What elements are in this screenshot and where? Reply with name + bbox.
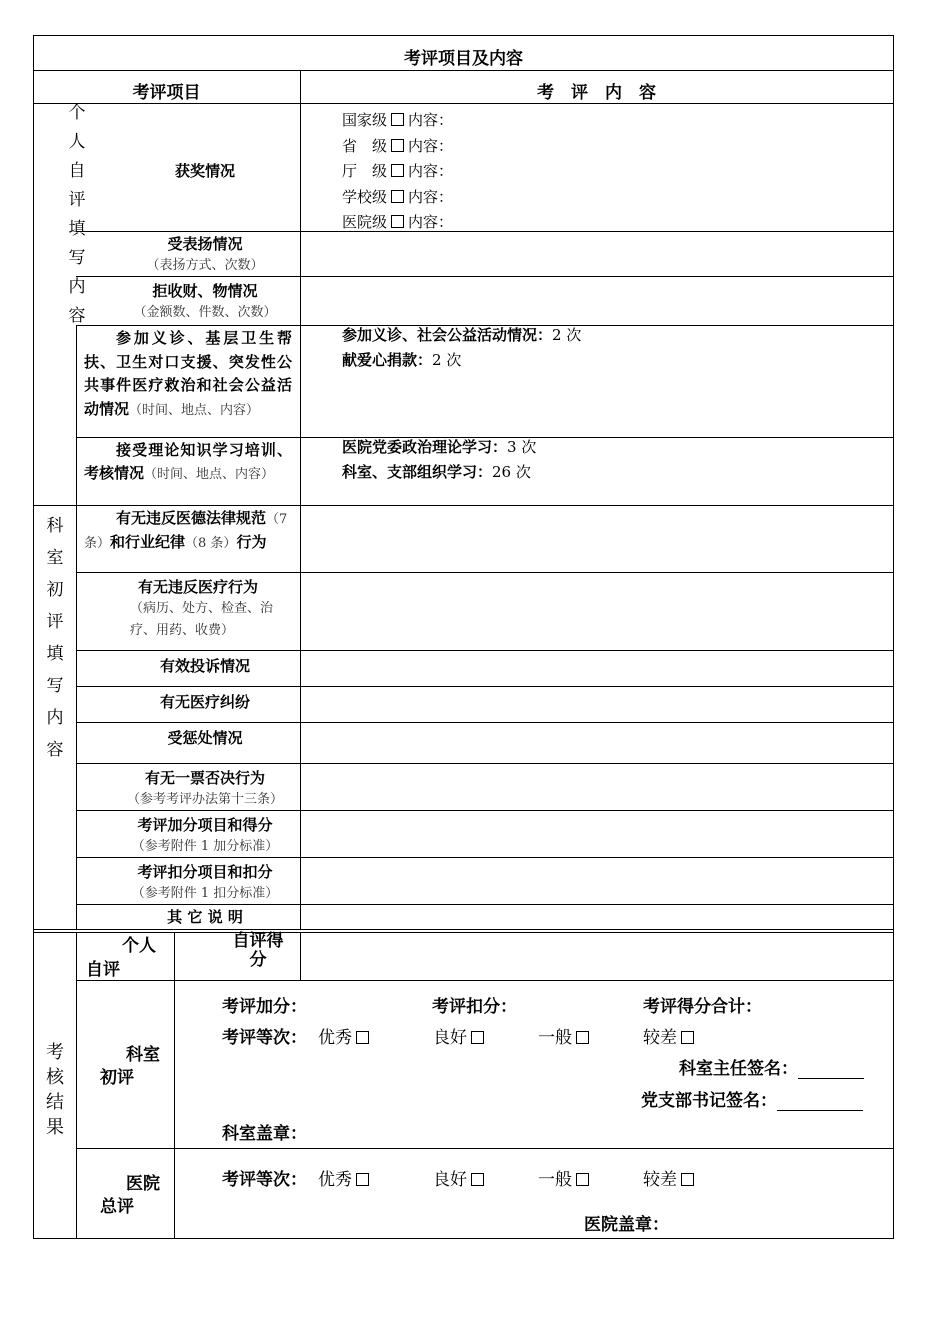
section3-label: 考核结果 — [46, 1042, 64, 1138]
row-line — [76, 722, 894, 723]
deduct-score-label: 考评扣分： — [432, 997, 517, 1017]
grade-checkbox[interactable] — [356, 1173, 369, 1186]
bonus-cell: 考评加分项目和得分 （参考附件 1 加分标准） — [131, 816, 279, 854]
dept-grade-row: 考评等次： 优秀 良好 一般 较差 — [222, 1023, 882, 1048]
award-line-province: 省 级 内容： — [342, 136, 454, 155]
self-score-label: 自评得分 — [232, 931, 284, 970]
grade-checkbox[interactable] — [576, 1031, 589, 1044]
award-line-hospital: 医院级 内容： — [342, 213, 454, 231]
complaint-label: 有效投诉情况 — [159, 657, 250, 675]
row-line — [76, 763, 894, 764]
header-divider — [33, 103, 894, 104]
secretary-sign: 党支部书记签名： — [641, 1086, 863, 1111]
section3-top-2 — [33, 932, 894, 933]
section1-label: 个人自评填写内容 — [68, 103, 86, 326]
checkbox[interactable] — [391, 139, 404, 152]
dept-seal-label: 科室盖章： — [222, 1124, 307, 1144]
hospital-eval-label: 医院总评 — [100, 1174, 160, 1217]
volunteer-label: 参加义诊、基层卫生帮扶、卫生对口支援、突发性公共事件医疗救治和社会公益活动情况（时间、地点、内容） — [84, 329, 292, 418]
other-label: 其 它 说 明 — [167, 908, 243, 926]
volunteer-content: 参加义诊、社会公益活动情况：2 次 献爱心捐款：2 次 — [342, 326, 582, 369]
checkbox[interactable] — [391, 164, 404, 177]
hospital-seal-label: 医院盖章： — [584, 1215, 669, 1235]
self-score-divider — [300, 932, 301, 980]
bonus-score-label: 考评加分： — [222, 997, 307, 1017]
medical-violation-cell: 有无违反医疗行为 （病历、处方、检查、治疗、用药、收费） — [130, 578, 274, 638]
awards-label: 获奖情况 — [174, 162, 235, 180]
dispute-label: 有无医疗纠纷 — [159, 693, 250, 711]
label-column-divider — [76, 325, 77, 930]
training-content: 医院党委政治理论学习：3 次 科室、支部组织学习：26 次 — [342, 438, 537, 481]
award-line-department: 厅 级 内容： — [342, 162, 454, 180]
grade-checkbox[interactable] — [471, 1173, 484, 1186]
table-border-top — [33, 35, 894, 36]
training-label: 接受理论知识学习培训、考核情况（时间、地点、内容） — [84, 441, 292, 482]
checkbox[interactable] — [391, 113, 404, 126]
punish-label: 受惩处情况 — [167, 729, 243, 747]
veto-cell: 有无一票否决行为 （参考考评办法第十三条） — [126, 769, 283, 807]
column-header-content: 考 评 内 容 — [537, 83, 656, 103]
row-line — [76, 686, 894, 687]
checkbox[interactable] — [391, 215, 404, 228]
grade-checkbox[interactable] — [681, 1031, 694, 1044]
row-line — [76, 980, 894, 981]
form-title: 考评项目及内容 — [404, 49, 523, 69]
title-divider — [33, 70, 894, 71]
violation-label: 有无违反医德法律规范（7 条）和行业纪律（8 条）行为 — [84, 509, 288, 551]
result-label-divider — [76, 932, 77, 1239]
checkbox[interactable] — [391, 190, 404, 203]
self-eval-label: 个人自评 — [86, 936, 156, 980]
grade-checkbox[interactable] — [576, 1173, 589, 1186]
section2-top — [33, 505, 894, 506]
row-line — [76, 1148, 894, 1149]
section3-top — [33, 929, 894, 930]
column-header-item: 考评项目 — [132, 83, 201, 103]
table-border-left — [33, 35, 34, 1239]
column-divider — [300, 70, 301, 930]
row-line — [76, 572, 894, 573]
awards-list — [342, 108, 453, 236]
hospital-grade-row: 考评等次： 优秀 良好 一般 较差 — [222, 1165, 882, 1190]
grade-checkbox[interactable] — [356, 1031, 369, 1044]
grade-checkbox[interactable] — [471, 1031, 484, 1044]
row-line — [76, 231, 894, 232]
grade-checkbox[interactable] — [681, 1173, 694, 1186]
award-line-national: 国家级 内容： — [342, 111, 454, 129]
row-line — [76, 276, 894, 277]
dept-eval-label: 科室初评 — [100, 1045, 160, 1088]
total-score-label: 考评得分合计： — [643, 997, 762, 1017]
table-border-right — [893, 35, 894, 1239]
praise-cell: 受表扬情况 （表扬方式、次数） — [146, 235, 264, 273]
section2-label: 科室初评填写内容 — [46, 516, 64, 760]
deduct-cell: 考评扣分项目和扣分 （参考附件 1 扣分标准） — [131, 863, 279, 901]
row-line — [76, 650, 894, 651]
refuse-cell: 拒收财、物情况 （金额数、件数、次数） — [133, 282, 277, 320]
result-sub-divider — [174, 932, 175, 1239]
director-sign: 科室主任签名： — [679, 1054, 864, 1079]
table-border-bottom — [33, 1238, 894, 1239]
award-line-school: 学校级 内容： — [342, 187, 454, 206]
